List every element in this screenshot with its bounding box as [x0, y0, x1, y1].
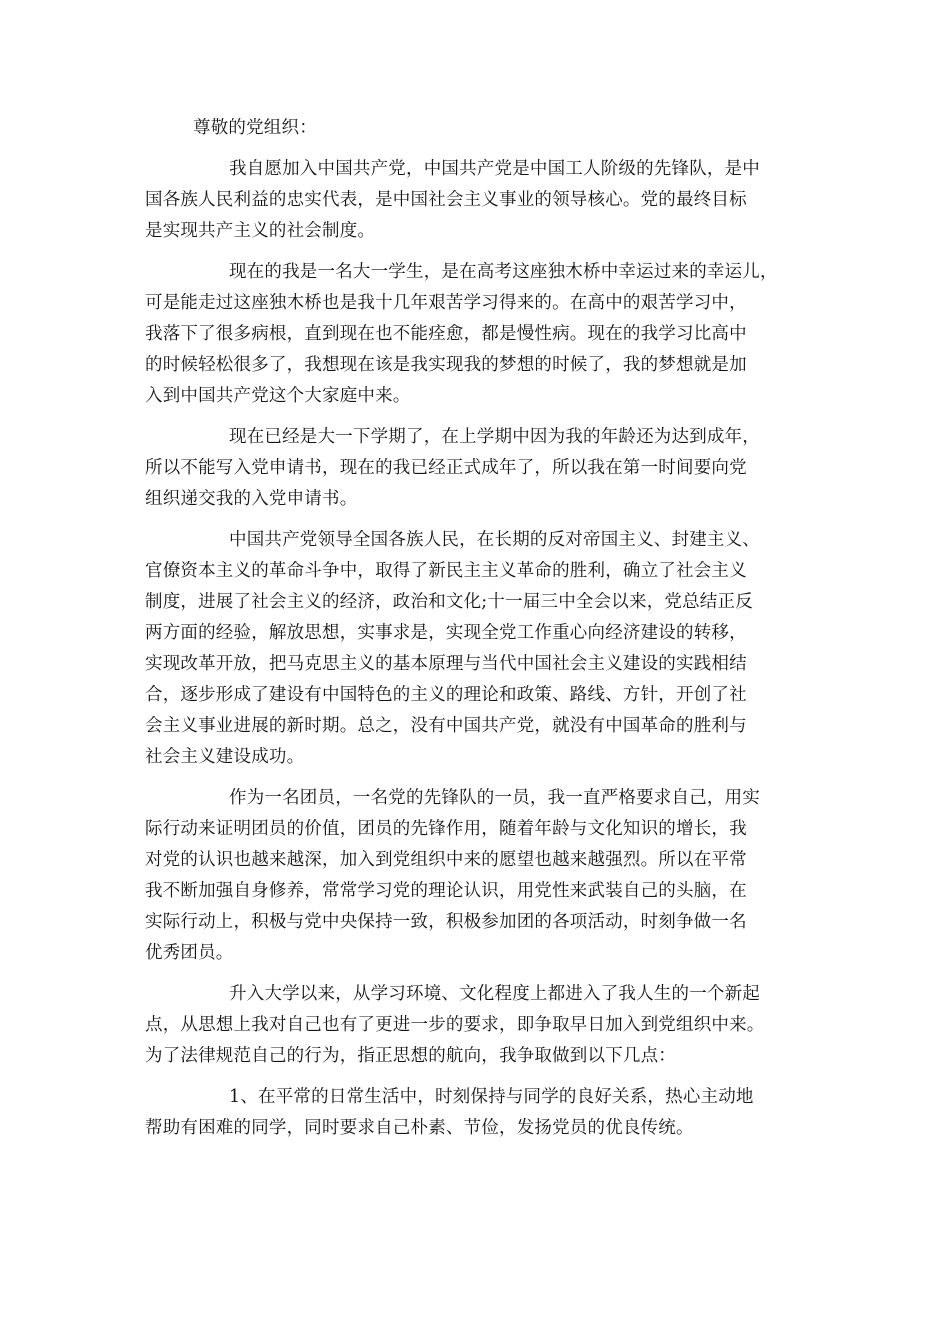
paragraph-line: 作为一名团员，一名党的先锋队的一员，我一直严格要求自己，用实	[229, 788, 760, 808]
paragraph-line: 合，逐步形成了建设有中国特色的主义的理论和政策、路线、方针，开创了社	[145, 685, 747, 705]
paragraph-line: 官僚资本主义的革命斗争中，取得了新民主主义革命的胜利，确立了社会主义	[145, 561, 747, 581]
paragraph-gap	[145, 969, 815, 979]
paragraph	[145, 1082, 815, 1144]
document-body	[145, 113, 815, 1144]
paragraph-line: 点，从思想上我对自己也有了更进一步的要求，即争取早日加入到党组织中来。	[145, 1015, 765, 1035]
paragraph-line: 我自愿加入中国共产党，中国共产党是中国工人阶级的先锋队，是中	[229, 159, 760, 179]
paragraph-line: 实际行动上，积极与党中央保持一致，积极参加团的各项活动，时刻争做一名	[145, 912, 747, 932]
paragraph-gap	[145, 144, 815, 154]
paragraph	[145, 525, 815, 773]
paragraph-line: 的时候轻松很多了，我想现在该是我实现我的梦想的时候了，我的梦想就是加	[145, 355, 747, 375]
paragraph-line: 实现改革开放，把马克思主义的基本原理与当代中国社会主义建设的实践相结	[145, 654, 747, 674]
paragraph-gap	[145, 1072, 815, 1082]
paragraph-line: 对党的认识也越来越深，加入到党组织中来的愿望也越来越强烈。所以在平常	[145, 850, 747, 870]
paragraph	[145, 979, 815, 1072]
paragraph-line: 制度，进展了社会主义的经济，政治和文化;十一届三中全会以来，党总结正反	[145, 592, 753, 612]
paragraph-line: 现在已经是大一下学期了，在上学期中因为我的年龄还为达到成年，	[229, 427, 760, 447]
paragraph-line: 我不断加强自身修养，常常学习党的理论认识，用党性来武装自己的头脑，在	[145, 881, 747, 901]
paragraph-line: 为了法律规范自己的行为，指正思想的航向，我争取做到以下几点：	[145, 1046, 676, 1066]
paragraph	[145, 257, 815, 412]
paragraph-line: 1、在平常的日常生活中，时刻保持与同学的良好关系，热心主动地	[229, 1087, 754, 1107]
paragraph	[145, 422, 815, 515]
paragraph-line: 升入大学以来，从学习环境、文化程度上都进入了我人生的一个新起	[229, 984, 760, 1004]
paragraph-gap	[145, 773, 815, 783]
paragraph-line: 现在的我是一名大一学生，是在高考这座独木桥中幸运过来的幸运儿，	[229, 262, 778, 282]
paragraph-line: 际行动来证明团员的价值，团员的先锋作用，随着年龄与文化知识的增长，我	[145, 819, 747, 839]
paragraph-gap	[145, 515, 815, 525]
paragraph-line: 入到中国共产党这个大家庭中来。	[145, 386, 411, 406]
paragraph-line: 两方面的经验，解放思想，实事求是，实现全党工作重心向经济建设的转移，	[145, 623, 747, 643]
paragraph-line: 优秀团员。	[145, 943, 234, 963]
paragraph	[145, 783, 815, 969]
paragraph	[145, 154, 815, 247]
paragraph-line: 组织递交我的入党申请书。	[145, 489, 358, 509]
paragraph-gap	[145, 412, 815, 422]
paragraph-line: 会主义事业进展的新时期。总之，没有中国共产党，就没有中国革命的胜利与	[145, 716, 747, 736]
salutation: 尊敬的党组织：	[193, 118, 317, 138]
paragraph-gap	[145, 247, 815, 257]
paragraph-line: 我落下了很多病根，直到现在也不能痊愈，都是慢性病。现在的我学习比高中	[145, 324, 747, 344]
paragraph-line: 是实现共产主义的社会制度。	[145, 221, 376, 241]
paragraph-line: 所以不能写入党申请书，现在的我已经正式成年了，所以我在第一时间要向党	[145, 458, 747, 478]
paragraph-line: 可是能走过这座独木桥也是我十几年艰苦学习得来的。在高中的艰苦学习中，	[145, 293, 747, 313]
paragraph-line: 中国共产党领导全国各族人民，在长期的反对帝国主义、封建主义、	[229, 530, 760, 550]
paragraph-line: 帮助有困难的同学，同时要求自己朴素、节俭，发扬党员的优良传统。	[145, 1118, 694, 1138]
paragraph-line: 国各族人民利益的忠实代表，是中国社会主义事业的领导核心。党的最终目标	[145, 190, 747, 210]
paragraph-line: 社会主义建设成功。	[145, 747, 305, 767]
